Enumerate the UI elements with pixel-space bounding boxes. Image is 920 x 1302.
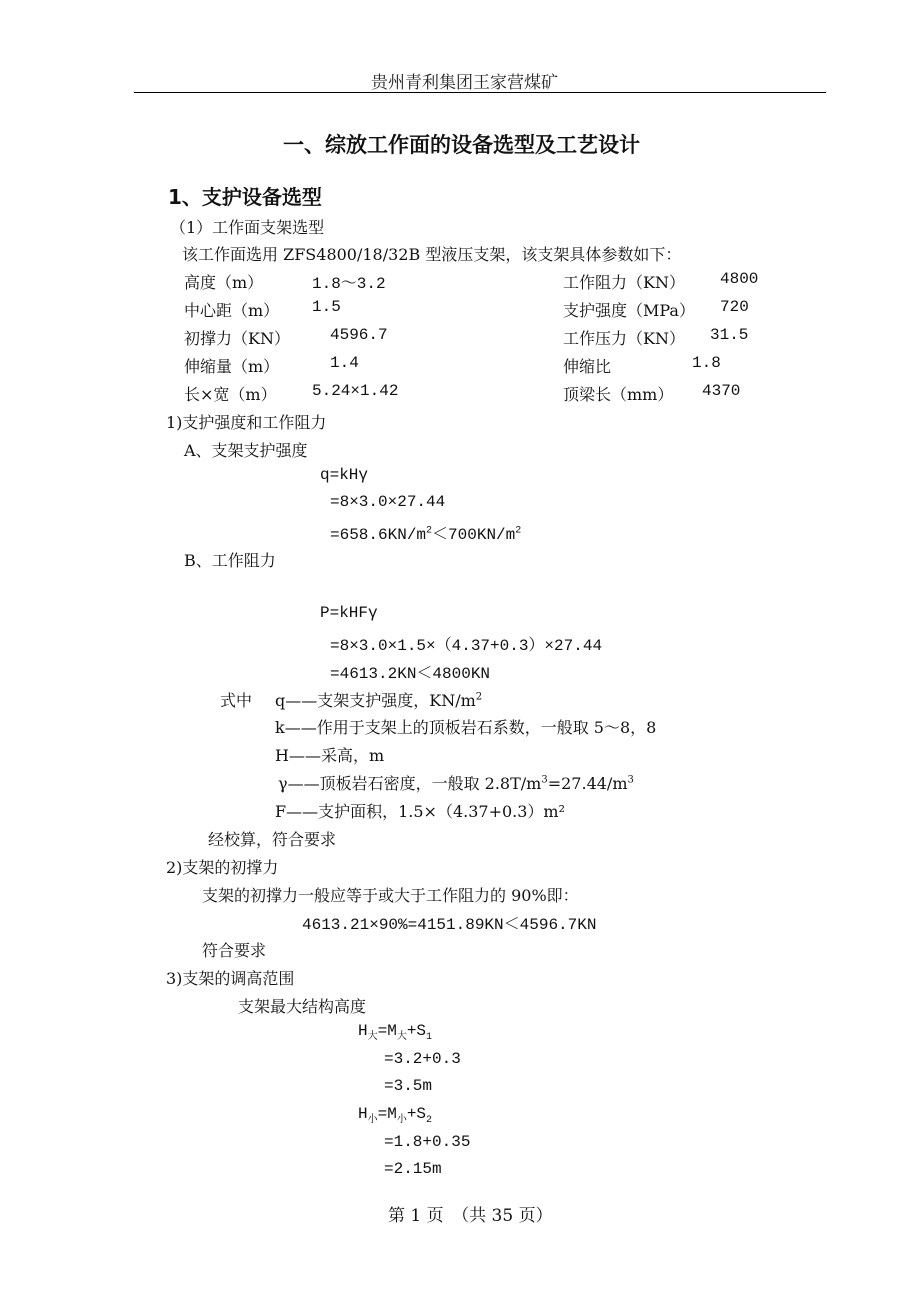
hmax-formula-line2: =3.2+0.3	[384, 1050, 461, 1068]
item-3-subheading: 支架最大结构高度	[238, 997, 367, 1016]
param-label-working-resistance: 工作阻力（KN）	[563, 273, 685, 292]
param-label-support-strength: 支护强度（MPa）	[563, 301, 695, 320]
item-2-heading: 2)支架的初撑力	[166, 858, 279, 877]
param-label-length-width: 长×宽（m）	[184, 385, 277, 404]
hmax-formula-line1: $H_大=M_大+S_1$	[358, 1022, 433, 1044]
item-3-heading: 3)支架的调高范围	[166, 969, 295, 988]
item-b-heading: B、工作阻力	[184, 551, 276, 570]
param-value-extension-ratio: 1.8	[692, 354, 721, 372]
page-header-title: 贵州青利集团王家营煤矿	[371, 73, 558, 93]
intro-paragraph: 该工作面选用 ZFS4800/18/32B 型液压支架，该支架具体参数如下：	[182, 245, 682, 264]
param-value-canopy-length: 4370	[702, 382, 741, 400]
param-label-extension: 伸缩量（m）	[184, 357, 280, 376]
item-2-paragraph: 支架的初撑力一般应等于或大于工作阻力的 90%即：	[202, 886, 579, 905]
param-value-extension: 1.4	[330, 354, 359, 372]
where-q: q——支架支护强度，$KN/m^2$	[275, 691, 483, 710]
check-result-1: 经校算，符合要求	[208, 830, 337, 849]
subsection-heading: （1）工作面支架选型	[170, 218, 325, 237]
item-1-heading: 1)支护强度和工作阻力	[166, 413, 327, 432]
hmin-formula-line1: $H_小=M_小+S_2$	[358, 1105, 433, 1127]
hmax-formula-line3: =3.5m	[384, 1077, 433, 1095]
param-value-center-distance: 1.5	[312, 298, 341, 316]
formula-a-line2: =8×3.0×27.44	[330, 493, 446, 511]
param-value-height: 1.8～3.2	[312, 275, 386, 293]
header-rule	[134, 92, 826, 93]
param-value-length-width: 5.24×1.42	[312, 382, 399, 400]
param-value-working-resistance: 4800	[720, 270, 759, 288]
formula-a-line3: $=658.6KN/m^2<700KN/m^2$	[330, 525, 522, 544]
document-title: 一、综放工作面的设备选型及工艺设计	[283, 133, 640, 157]
item-2-formula: 4613.21×90%=4151.89KN＜4596.7KN	[302, 916, 597, 934]
hmin-formula-line3: =2.15m	[384, 1160, 442, 1178]
section-heading: 1、支护设备选型	[168, 185, 322, 209]
item-a-heading: A、支架支护强度	[184, 441, 308, 460]
formula-b-line3: =4613.2KN＜4800KN	[330, 665, 491, 683]
formula-a-line1: q=kHγ	[320, 466, 369, 484]
where-f: F——支护面积，1.5×（4.37+0.3）m²	[275, 802, 566, 821]
where-gamma: γ——顶板岩石密度，一般取 $2.8T/m^3=27.44/m^3$	[278, 774, 634, 793]
param-label-working-pressure: 工作压力（KN）	[563, 329, 685, 348]
param-label-extension-ratio: 伸缩比	[563, 357, 612, 376]
formula-b-line2: =8×3.0×1.5×（4.37+0.3）×27.44	[330, 637, 603, 655]
param-value-working-pressure: 31.5	[710, 326, 749, 344]
formula-b-line1: P=kHFγ	[320, 604, 378, 622]
param-label-height: 高度（m）	[184, 273, 264, 292]
param-value-support-strength: 720	[720, 298, 749, 316]
where-k: k——作用于支架上的顶板岩石系数，一般取 5～8，8	[275, 718, 657, 737]
where-label: 式中	[220, 691, 253, 710]
hmin-formula-line2: =1.8+0.35	[384, 1133, 471, 1151]
param-label-canopy-length: 顶梁长（mm）	[563, 385, 674, 404]
param-label-setting-load: 初撑力（KN）	[184, 329, 290, 348]
param-label-center-distance: 中心距（m）	[184, 301, 280, 320]
check-result-2: 符合要求	[202, 941, 267, 960]
page-footer: 第 1 页 （共 35 页）	[388, 1206, 553, 1226]
param-value-setting-load: 4596.7	[330, 326, 388, 344]
where-h: H——采高，m	[275, 746, 385, 765]
